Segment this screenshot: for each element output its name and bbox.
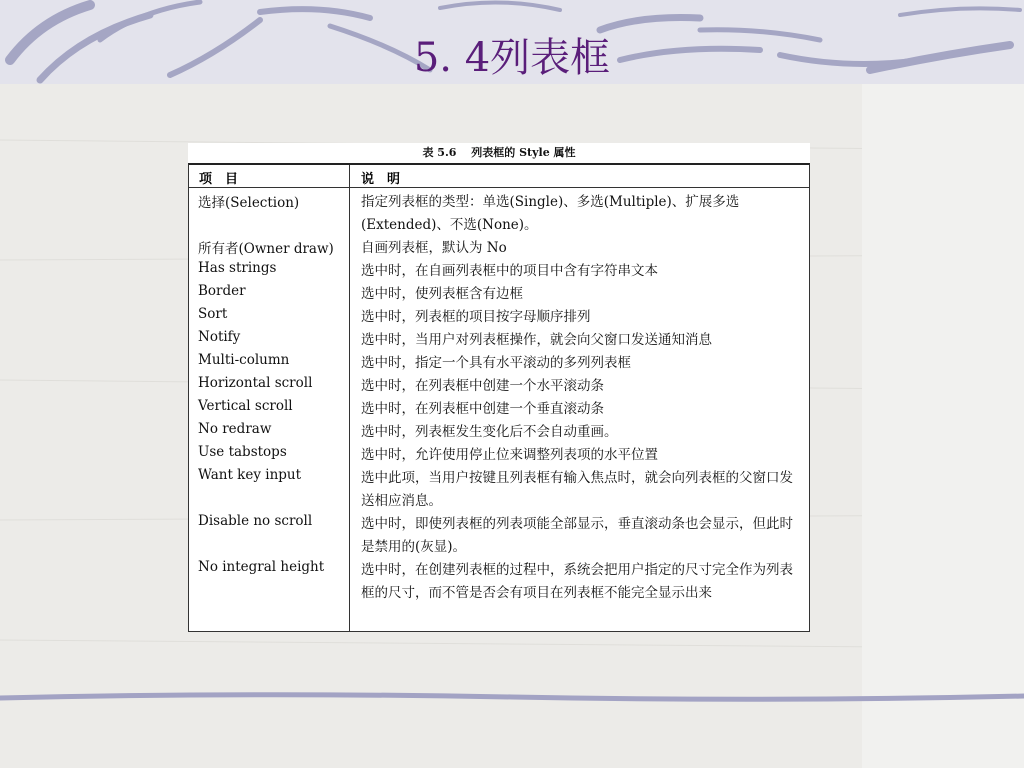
row-item: Horizontal scroll <box>198 375 313 391</box>
table-caption: 表 5.6 列表框的 Style 属性 <box>422 146 576 159</box>
row-description: 选中时，允许使用停止位来调整列表项的水平位置 <box>361 447 658 463</box>
row-description: 选中时，列表框的项目按字母顺序排列 <box>361 309 591 325</box>
row-description: 选中时，指定一个具有水平滚动的多列列表框 <box>361 355 631 371</box>
row-item: Sort <box>198 306 228 322</box>
row-description: 选中此项，当用户按键且列表框有输入焦点时，就会向列表框的父窗口发送相应消息。 <box>361 470 793 509</box>
bottom-wave-rule <box>0 690 1024 704</box>
row-description: 选中时，即使列表框的列表项能全部显示，垂直滚动条也会显示，但此时是禁用的(灰显)。 <box>361 516 793 555</box>
row-item: Use tabstops <box>198 444 287 460</box>
row-item: 所有者(Owner draw) <box>198 241 334 257</box>
right-side-strip <box>862 84 1024 768</box>
row-description: 选中时，当用户对列表框操作，就会向父窗口发送通知消息 <box>361 332 712 348</box>
table-frame <box>188 163 810 632</box>
row-item: Want key input <box>198 467 302 483</box>
row-description: 选中时，在自画列表框中的项目中含有字符串文本 <box>361 263 658 279</box>
style-properties-table <box>188 143 810 631</box>
row-item: Multi-column <box>198 352 290 368</box>
row-description: 选中时，列表框发生变化后不会自动重画。 <box>361 424 618 440</box>
row-item: No integral height <box>198 559 325 575</box>
row-description: 自画列表框，默认为 No <box>361 240 507 256</box>
header-item: 项 目 <box>199 172 239 187</box>
row-item: Disable no scroll <box>198 513 313 529</box>
table-header-row <box>189 165 809 188</box>
row-item: Border <box>198 283 246 299</box>
row-description: 选中时，使列表框含有边框 <box>361 286 523 302</box>
row-item: Has strings <box>198 260 277 276</box>
column-divider <box>349 165 350 631</box>
row-item: No redraw <box>198 421 272 437</box>
row-item: Notify <box>198 329 241 345</box>
row-description: 选中时，在列表框中创建一个水平滚动条 <box>361 378 604 394</box>
row-description: 指定列表框的类型：单选(Single)、多选(Multiple)、扩展多选(Extended)、不选(None)。 <box>361 194 740 233</box>
row-description: 选中时，在列表框中创建一个垂直滚动条 <box>361 401 604 417</box>
row-item: 选择(Selection) <box>198 195 300 211</box>
header-description: 说 明 <box>361 172 401 187</box>
slide-title: 5. 4列表框 <box>413 35 611 81</box>
row-item: Vertical scroll <box>198 398 293 414</box>
row-description: 选中时，在创建列表框的过程中，系统会把用户指定的尺寸完全作为列表框的尺寸，而不管是否会有项目在列表框不能完全显示出来 <box>361 562 793 601</box>
